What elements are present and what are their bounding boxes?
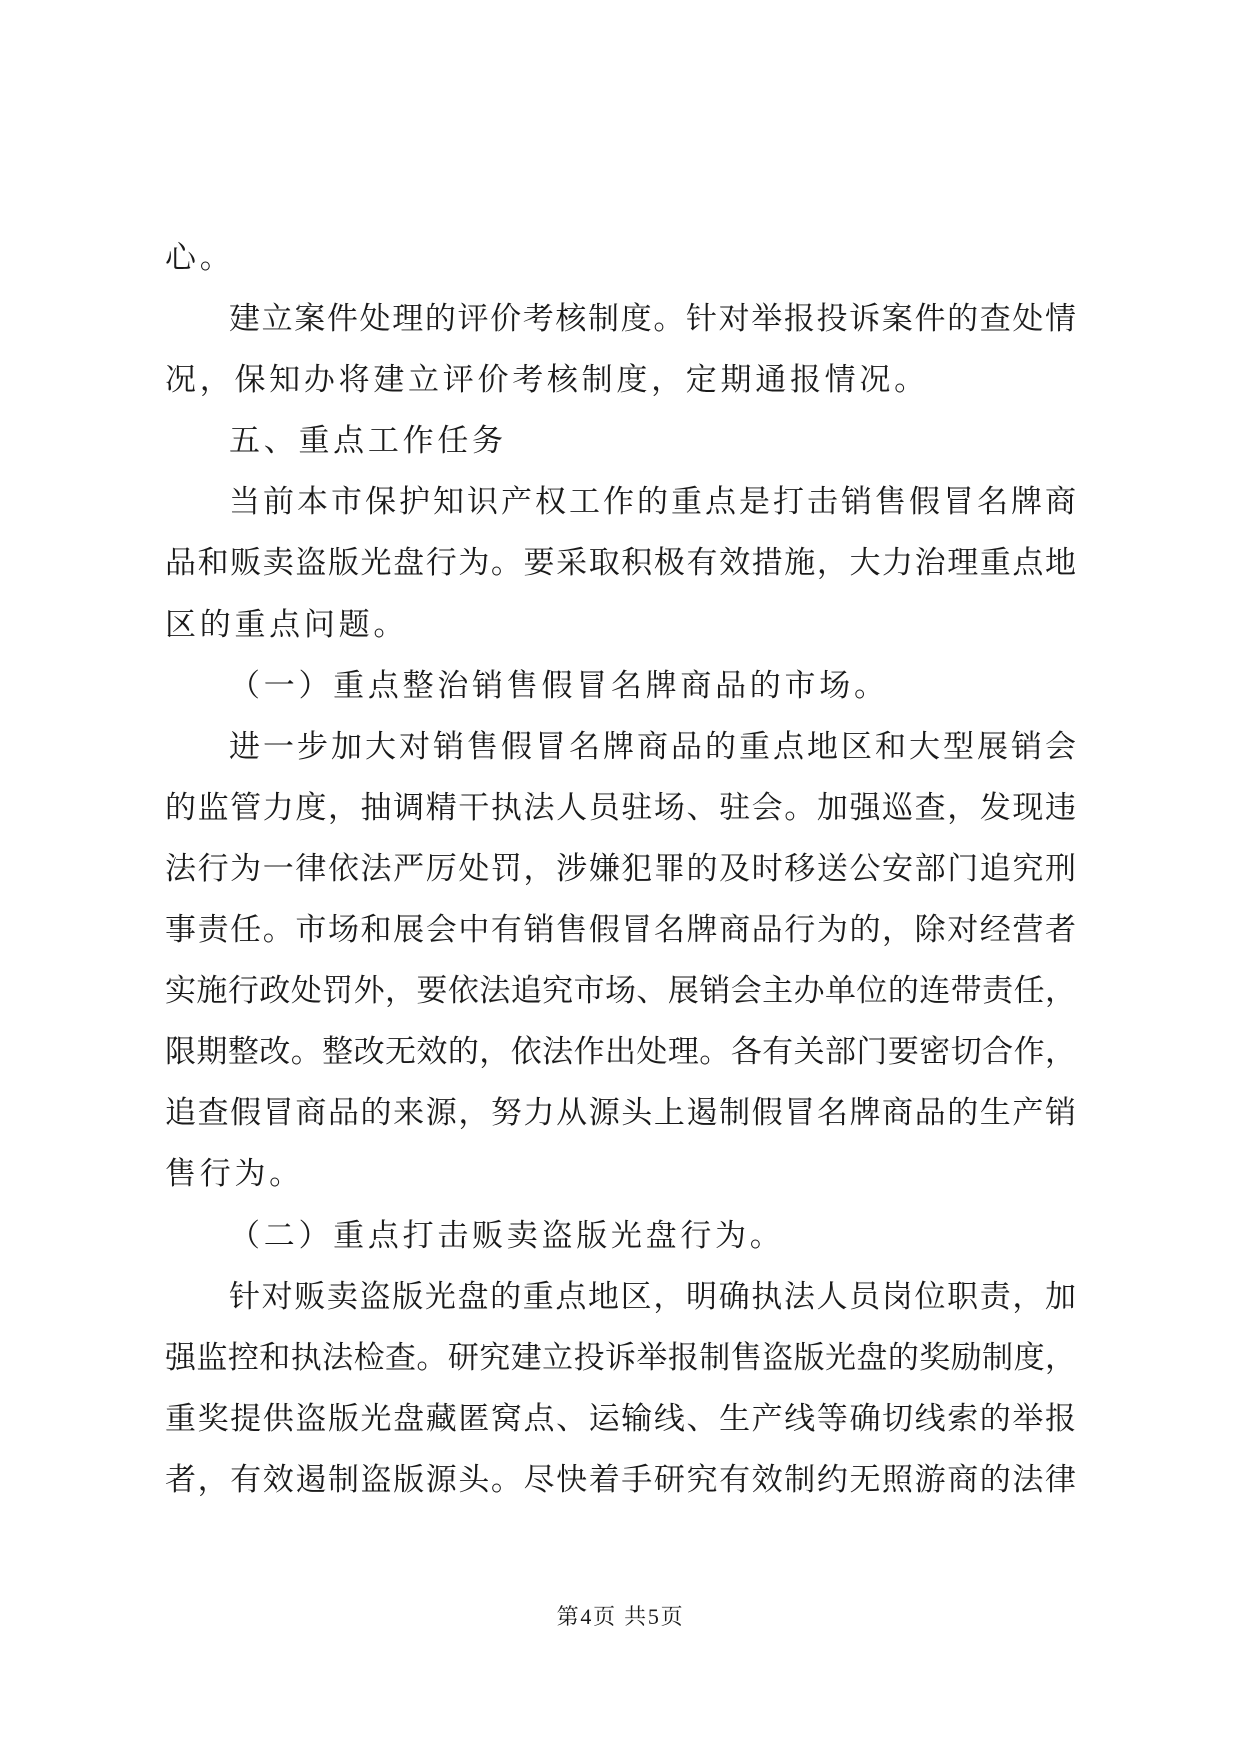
text-line: 售行为。 [165,1156,304,1193]
text-line: 法行为一律依法严厉处罚，涉嫌犯罪的及时移送公安部门追究刑 [165,850,1076,887]
text-line: 的监管力度，抽调精干执法人员驻场、驻会。加强巡查，发现违 [165,789,1076,826]
text-line: 追查假冒商品的来源，努力从源头上遏制假冒名牌商品的生产销 [165,1095,1076,1132]
text-line: 况，保知办将建立评价考核制度，定期通报情况。 [165,362,929,399]
text-line: 重奖提供盗版光盘藏匿窝点、运输线、生产线等确切线索的举报 [165,1400,1076,1437]
document-body [165,228,1076,1511]
text-line: 品和贩卖盗版光盘行为。要采取积极有效措施，大力治理重点地 [165,545,1076,582]
text-line: 心。 [165,240,235,276]
text-line: 实施行政处罚外，要依法追究市场、展销会主办单位的连带责任， [165,973,1076,1010]
text-line: 区的重点问题。 [165,606,409,643]
subsection-heading: （一）重点整治销售假冒名牌商品的市场。 [229,667,889,704]
text-line: 当前本市保护知识产权工作的重点是打击销售假冒名牌商 [229,484,1076,521]
text-line: 进一步加大对销售假冒名牌商品的重点地区和大型展销会 [229,728,1076,765]
text-line: 限期整改。整改无效的，依法作出处理。各有关部门要密切合作， [165,1034,1076,1071]
section-heading: 五、重点工作任务 [229,423,507,460]
text-line: 强监控和执法检查。研究建立投诉举报制售盗版光盘的奖励制度， [165,1339,1076,1376]
text-line: 针对贩卖盗版光盘的重点地区，明确执法人员岗位职责，加 [229,1278,1076,1315]
text-line: 者，有效遏制盗版源头。尽快着手研究有效制约无照游商的法律 [165,1461,1076,1498]
text-line: 建立案件处理的评价考核制度。针对举报投诉案件的查处情 [229,301,1076,338]
subsection-heading: （二）重点打击贩卖盗版光盘行为。 [229,1217,785,1254]
page-number-footer: 第4页 共5页 [556,1604,685,1629]
text-line: 事责任。市场和展会中有销售假冒名牌商品行为的，除对经营者 [165,912,1076,949]
